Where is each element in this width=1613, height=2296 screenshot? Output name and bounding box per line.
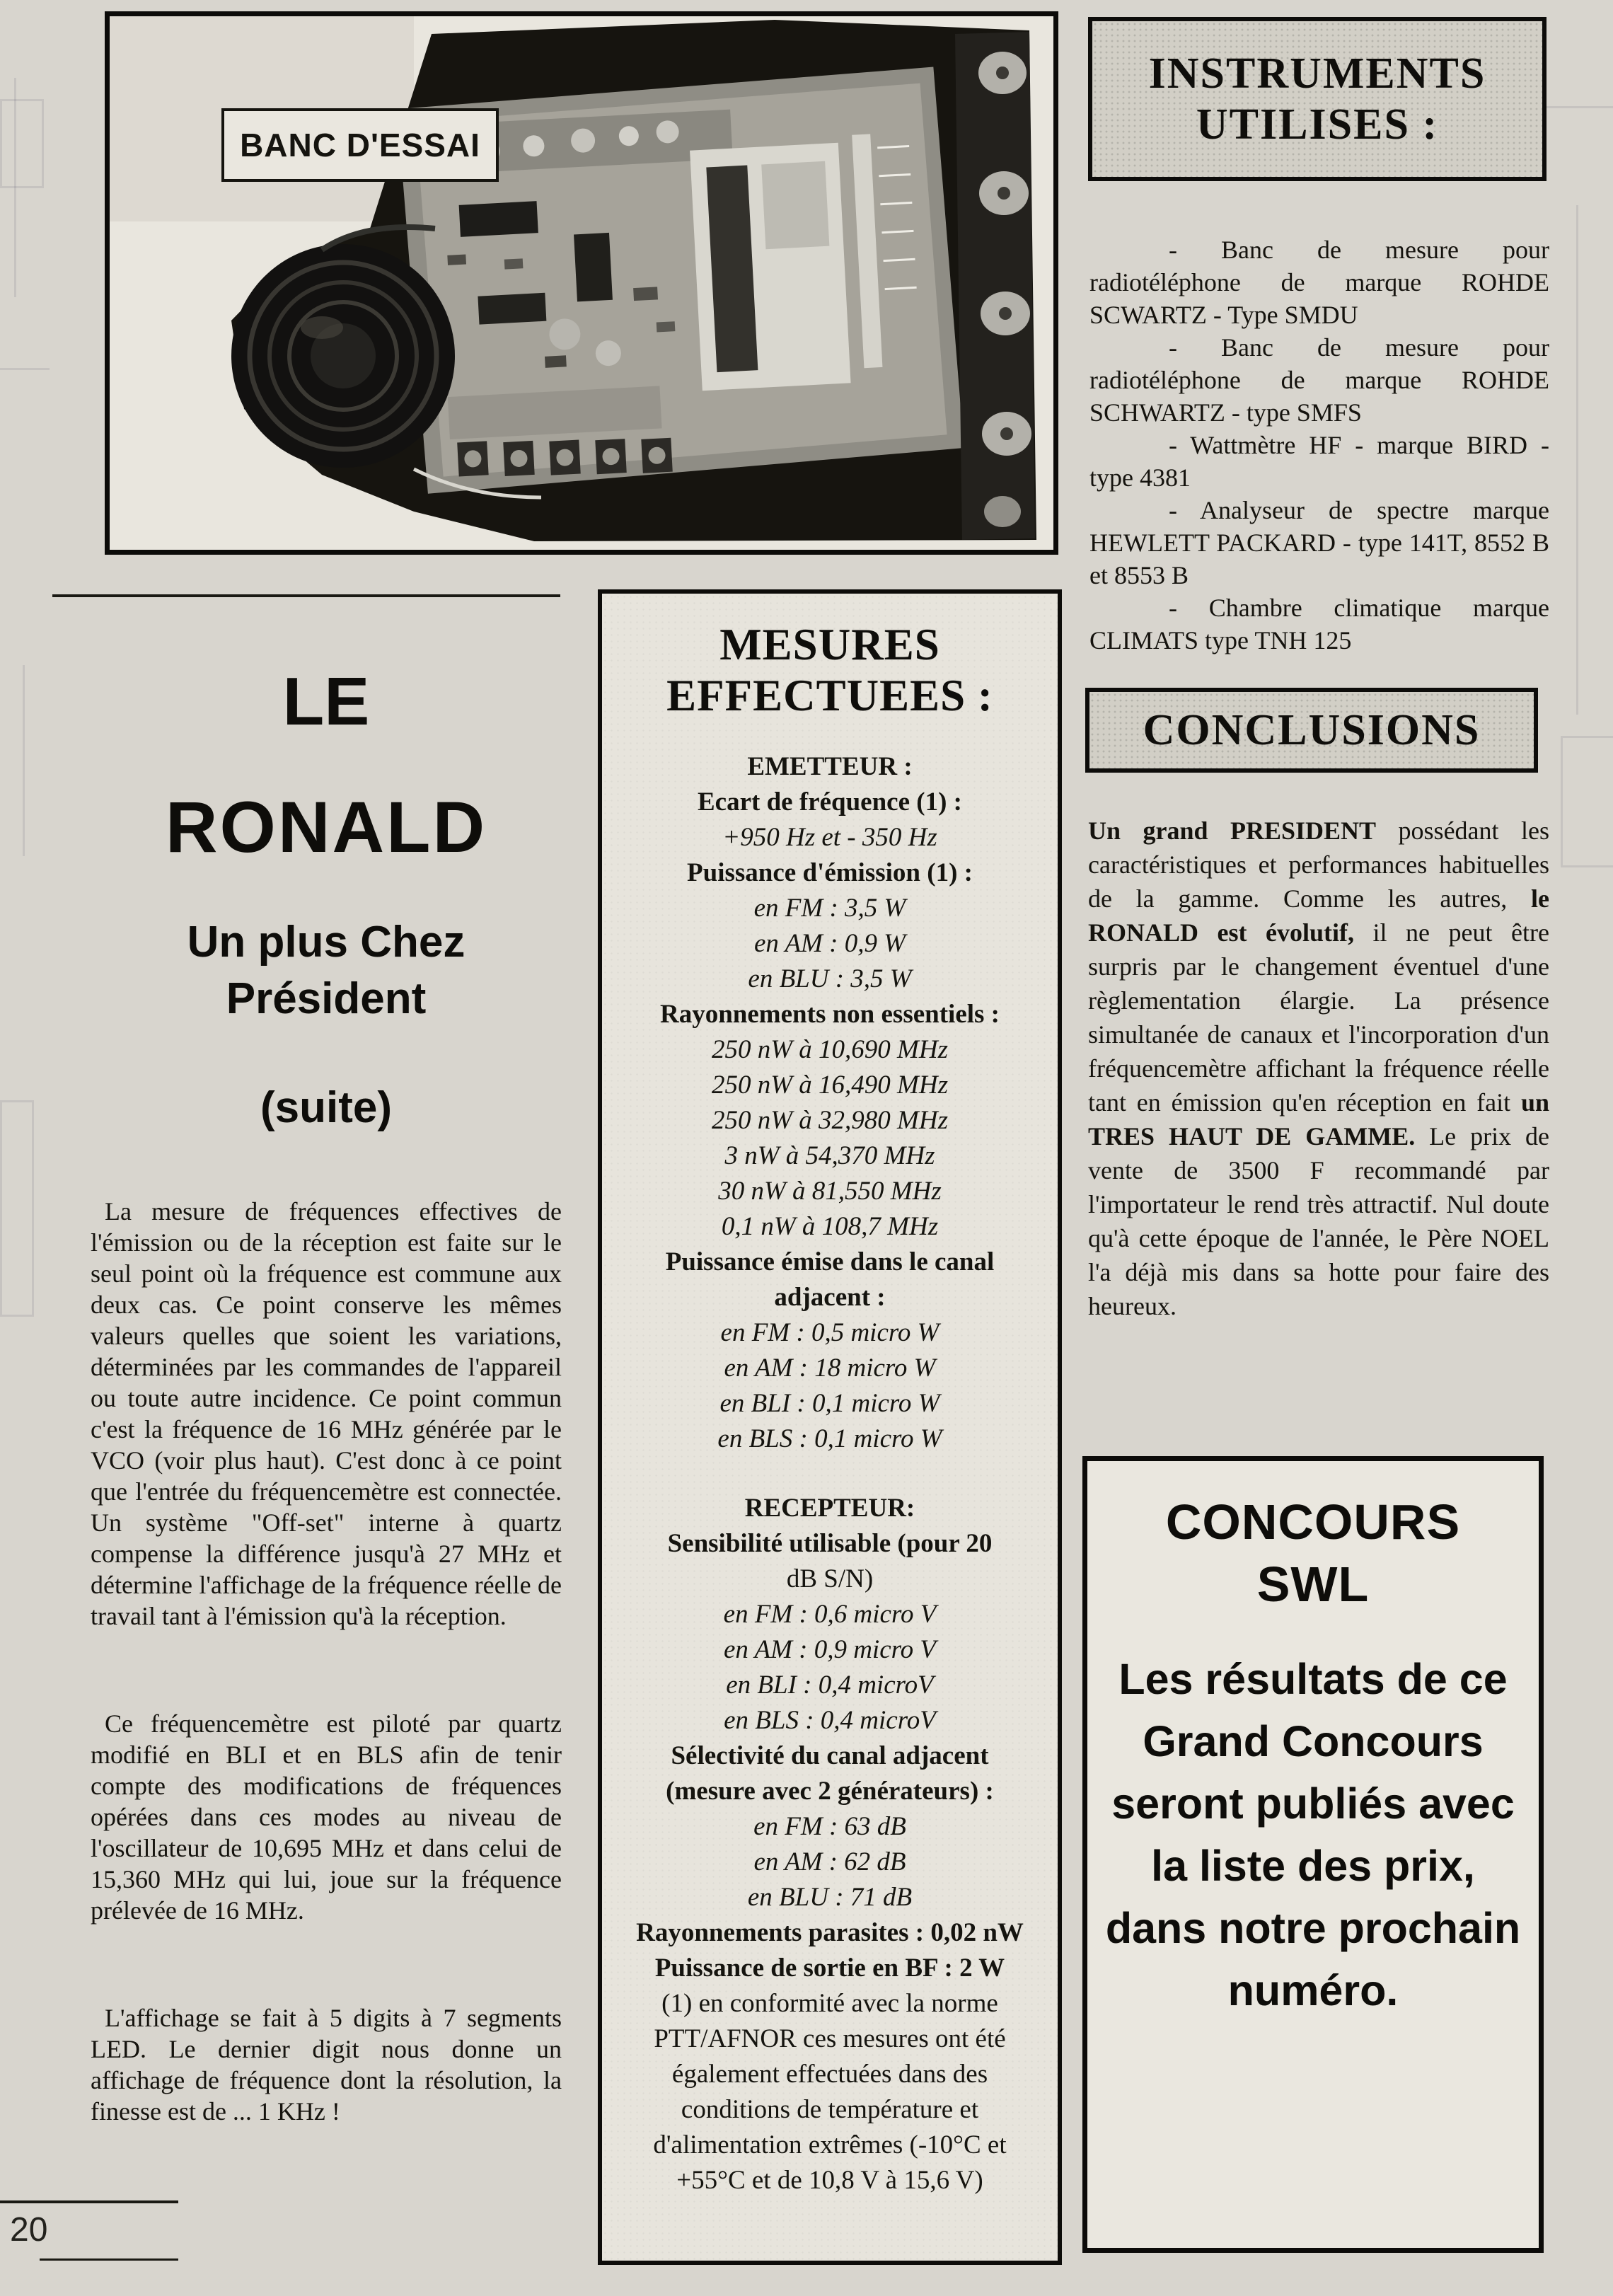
measurement-line: 250 nW à 10,690 MHz [711, 1035, 948, 1064]
conclusions-segment: Le prix de vente de 3500 F recommandé par l'importateur le rend très attractif. Nul doute qu'à cette époque de l'année, le Père NOEL l'a déjà mis dans sa hotte pour faire des heureux. [1088, 1122, 1549, 1320]
measurement-line: 30 nW à 81,550 MHz [718, 1177, 942, 1206]
instrument-item: - Analyseur de spectre marque HEWLETT PACKARD - type 141T, 8552 B et 8553 B [1089, 496, 1549, 589]
measurement-line: en AM : 62 dB [753, 1847, 906, 1876]
bleedthrough-mark [0, 368, 50, 370]
measurement-line: dB S/N) [786, 1564, 874, 1593]
mesures-box [598, 589, 1062, 2265]
instrument-item: - Banc de mesure pour radiotéléphone de marque ROHDE SCHWARTZ - type SMFS [1089, 333, 1549, 427]
bleedthrough-mark [23, 665, 25, 856]
article-paragraph: La mesure de fréquences effectives de l'émission ou de la réception est faite sur le seul point où la fréquence est commune aux deux cas. Ce point conserve les mêmes valeurs quelles que soient les variations, déterminées par les commandes de l'appareil ou toute autre incidence. Ce point commun c'est la fréquence de 16 MHz générée par le VCO (voir plus haut). C'est donc à ce point que l'entrée du fréquencemètre est connectée. Un système "Off-set" interne à quartz compense la différence jusqu'à 27 MHz et détermine l'affichage de la fréquence réelle de travail tant à l'émission qu'à la réception. [91, 1197, 562, 1630]
measurement-line: (mesure avec 2 générateurs) : [666, 1777, 994, 1806]
article-paragraph: L'affichage se fait à 5 digits à 7 segments LED. Le dernier digit nous donne un affichage de fréquence dont la résolution, la finesse est de ... 1 KHz ! [91, 2004, 562, 2125]
page-number-rule-top [0, 2200, 178, 2203]
banc-dessai-label: BANC D'ESSAI [221, 108, 499, 182]
photo-frame [105, 11, 1058, 555]
measurement-line: en BLI : 0,1 micro W [719, 1389, 940, 1418]
measurement-line: en FM : 0,5 micro W [720, 1318, 940, 1347]
concours-body: Les résultats de ce Grand Concours seront publiés avec la liste des prix, dans notre prochain numéro. [1105, 1655, 1521, 2014]
measurement-line: 250 nW à 32,980 MHz [711, 1106, 948, 1135]
measurement-line: en AM : 18 micro W [724, 1354, 936, 1383]
measurement-line: Puissance de sortie en BF : 2 W [654, 1954, 1005, 1983]
measurement-line: également effectuées dans des [671, 2060, 988, 2089]
measurement-line: en BLS : 0,1 micro W [717, 1424, 942, 1453]
article-column [91, 664, 562, 2127]
measurement-line: en BLU : 71 dB [747, 1883, 913, 1912]
article-subtitle: Un plus Chez Président [187, 918, 466, 1023]
article-paragraph: Ce fréquencemètre est piloté par quartz modifié en BLI et en BLS afin de tenir compte des modifications de fréquences opérées dans ces modes au niveau de l'oscillateur de 10,695 MHz et dans celui de 15,360 MHz qui lui, joue sur la fréquence prélevée de 16 MHz. [91, 1709, 562, 1925]
measurement-line: 250 nW à 16,490 MHz [711, 1071, 948, 1100]
mesures-lines [615, 749, 1045, 2198]
measurement-line: 0,1 nW à 108,7 MHz [721, 1212, 939, 1241]
measurement-line: en BLI : 0,4 microV [726, 1671, 934, 1700]
bleedthrough-mark [1576, 205, 1578, 715]
measurement-line: en BLS : 0,4 microV [724, 1706, 936, 1735]
instruments-title-line1: INSTRUMENTS [1148, 50, 1486, 98]
measurement-line: Sélectivité du canal adjacent [671, 1741, 989, 1770]
article-title-ronald: RONALD [165, 787, 487, 867]
measurement-line [615, 1457, 1045, 1491]
measurement-line: Rayonnements parasites : 0,02 nW [636, 1918, 1024, 1947]
conclusions-segment: il ne peut être surpris par le changement éventuel d'une règlementation élargie. La présence simultanée de canaux et l'incorporation d'un fréquencemètre affichant la fréquence réelle tant en émission qu'en réception en fait [1088, 918, 1549, 1117]
bleedthrough-mark [0, 99, 44, 188]
measurement-line: Puissance d'émission (1) : [687, 858, 973, 887]
measurement-line: Puissance émise dans le canal [665, 1247, 995, 1276]
conclusions-title: CONCLUSIONS [1143, 706, 1481, 754]
measurement-line: en FM : 0,6 micro V [723, 1600, 937, 1629]
conclusions-header-box [1085, 688, 1538, 773]
instrument-item: - Wattmètre HF - marque BIRD - type 4381 [1089, 431, 1549, 492]
measurement-line: Ecart de fréquence (1) : [698, 788, 962, 817]
conclusions-segment: possédant les caractéristiques et performances habituelles de la gamme. Comme les autres, [1088, 817, 1549, 913]
measurement-line: en FM : 63 dB [753, 1812, 906, 1841]
instruments-list [1089, 233, 1549, 657]
bleedthrough-mark [14, 78, 16, 297]
measurement-line: (1) en conformité avec la norme [661, 1989, 998, 2018]
article-paragraphs [91, 1196, 562, 2127]
measurement-line: 3 nW à 54,370 MHz [724, 1141, 935, 1170]
conclusions-paragraph [1088, 814, 1549, 1323]
measurement-line: en FM : 3,5 W [753, 894, 906, 923]
concours-title-line1: CONCOURS [1165, 1494, 1461, 1550]
mesures-title [615, 619, 1045, 721]
measurement-line: +950 Hz et - 350 Hz [722, 823, 937, 852]
conclusions-body [1088, 814, 1549, 1323]
measurement-line: adjacent : [774, 1283, 886, 1312]
measurement-line: Rayonnements non essentiels : [660, 1000, 1000, 1029]
bleedthrough-mark [0, 1100, 34, 1317]
measurement-line: en AM : 0,9 micro V [723, 1635, 937, 1664]
concours-title-line2: SWL [1256, 1557, 1370, 1612]
mesures-title-line2: EFFECTUEES : [666, 671, 993, 720]
measurement-line: d'alimentation extrêmes (-10°C et [653, 2130, 1007, 2159]
measurement-line: en AM : 0,9 W [753, 929, 906, 958]
measurement-line: Sensibilité utilisable (pour 20 [667, 1529, 993, 1558]
measurement-line: EMETTEUR : [747, 752, 913, 781]
measurement-line: +55°C et de 10,8 V à 15,6 V) [676, 2166, 983, 2195]
instrument-item: - Banc de mesure pour radiotéléphone de marque ROHDE SCWARTZ - Type SMDU [1089, 236, 1549, 329]
concours-title [1087, 1491, 1539, 1615]
page-number-rule-bottom [40, 2258, 178, 2261]
concours-box [1082, 1456, 1544, 2253]
conclusions-segment: un TRES HAUT DE GAMME. [1088, 1088, 1549, 1150]
bleedthrough-mark [1561, 736, 1613, 867]
article-title-le: LE [282, 664, 370, 739]
measurement-line: PTT/AFNOR ces mesures ont été [654, 2024, 1006, 2053]
conclusions-segment: le RONALD est évolutif, [1088, 884, 1549, 947]
article-suite: (suite) [260, 1083, 392, 1132]
conclusions-segment: Un grand PRESIDENT [1088, 817, 1377, 845]
instrument-item: - Chambre climatique marque CLIMATS type TNH 125 [1089, 594, 1549, 654]
instruments-header-box [1088, 17, 1546, 181]
measurement-line: RECEPTEUR: [744, 1494, 915, 1523]
page-number: 20 [10, 2211, 48, 2249]
measurement-line: en BLU : 3,5 W [748, 964, 912, 993]
instruments-title-line2: UTILISES : [1196, 100, 1439, 149]
mesures-title-line1: MESURES [719, 620, 940, 669]
measurement-line: conditions de température et [681, 2095, 979, 2124]
radio-photo [110, 16, 1053, 550]
divider-line [52, 594, 560, 597]
